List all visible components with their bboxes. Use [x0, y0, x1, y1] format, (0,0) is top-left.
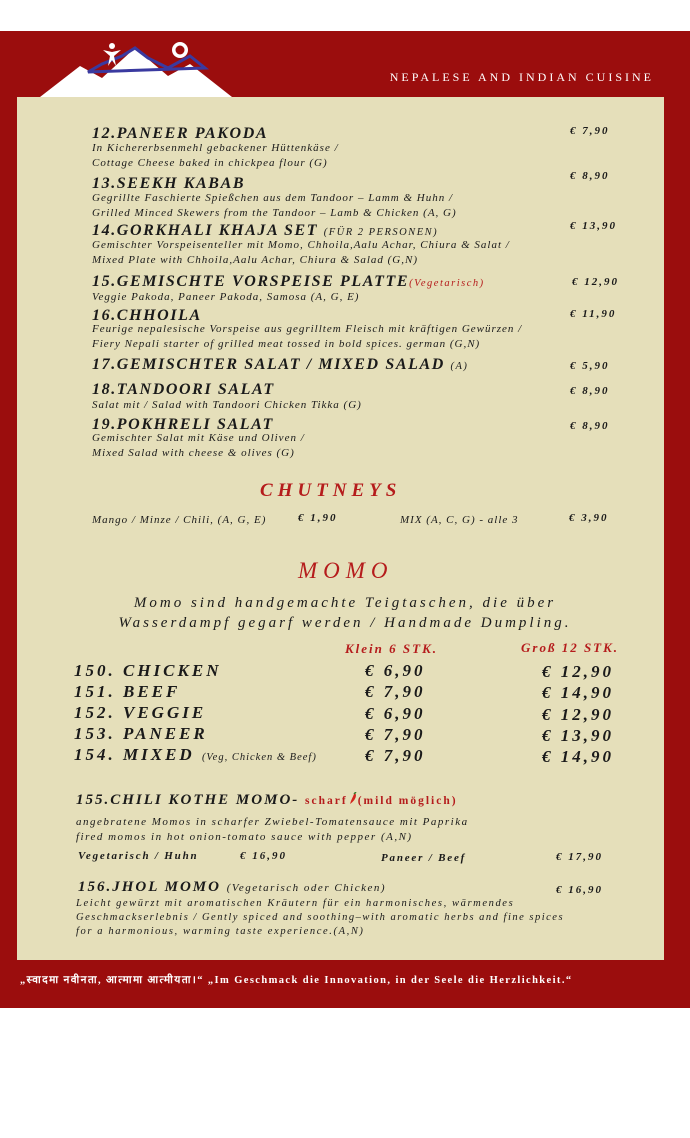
menu-item-price: € 8,90	[570, 385, 610, 397]
momo-price-large: € 13,90	[542, 726, 614, 745]
jhol-momo-description: Leicht gewürzt mit aromatischen Kräutern für ein harmonisches, wärmendes	[76, 898, 515, 909]
menu-item-title: 17.GEMISCHTER SALAT / MIXED SALAD (A)	[92, 356, 469, 373]
jhol-momo-description: Geschmackserlebnis / Gently spiced and soothing–with aromatic herbs and fine spices	[76, 912, 565, 923]
menu-item-price: € 5,90	[570, 360, 610, 372]
menu-item-note: (Vegetarisch)	[409, 278, 485, 289]
menu-item-description: In Kichererbsenmehl gebackener Hüttenkäse /	[92, 142, 339, 154]
menu-item-note: (FÜR 2 PERSONEN)	[323, 227, 439, 238]
menu-item-description: Feurige nepalesische Vorspeise aus gegrilltem Fleisch mit kräftigen Gewürzen /	[92, 323, 523, 335]
menu-item-description: Salat mit / Salad with Tandoori Chicken Tikka (G)	[92, 399, 362, 411]
momo-price-small: € 7,90	[365, 682, 426, 701]
menu-item-title: 14.GORKHALI KHAJA SET (FÜR 2 PERSONEN)	[92, 222, 439, 239]
scharf-label: scharf	[305, 795, 348, 807]
chutneys-heading: CHUTNEYS	[260, 480, 402, 501]
chutney-price: € 3,90	[569, 512, 609, 524]
mild-label: (mild möglich)	[357, 795, 458, 807]
chili-kothe-description: fired momos in hot onion-tomato sauce with pepper (A,N)	[76, 831, 413, 843]
momo-intro: Wasserdampf gegarf werden / Handmade Dumpling.	[118, 615, 572, 631]
momo-intro: Momo sind handgemachte Teigtaschen, die über	[133, 595, 557, 611]
momo-row-note: (Veg, Chicken & Beef)	[201, 752, 317, 763]
menu-item-price: € 8,90	[570, 170, 610, 182]
chili-kothe-price: € 16,90	[240, 850, 287, 862]
momo-row-name: 154. MIXED (Veg, Chicken & Beef)	[74, 745, 317, 764]
chutney-price: € 1,90	[298, 512, 338, 524]
menu-item-title: 12.PANEER PAKODA	[92, 125, 269, 142]
restaurant-tagline: NEPALESE AND INDIAN CUISINE	[389, 70, 654, 84]
momo-row-name: 151. BEEF	[74, 682, 181, 701]
chutney-option: Mango / Minze / Chili, (A, G, E)	[92, 514, 267, 526]
menu-item-description: Mixed Salad with cheese & olives (G)	[92, 447, 295, 459]
menu-item-description: Mixed Plate with Chhoila,Aalu Achar, Chiura & Salad (G,N)	[92, 254, 418, 266]
jhol-momo-title: 156.JHOL MOMO (Vegetarisch oder Chicken)	[78, 879, 387, 895]
menu-item-note: (A)	[450, 361, 469, 372]
menu-item-description: Grilled Minced Skewers from the Tandoor – Lamb & Chicken (A, G)	[92, 207, 457, 219]
menu-item-price: € 12,90	[572, 276, 619, 288]
momo-price-small: € 6,90	[365, 704, 426, 723]
chili-kothe-description: angebratene Momos in scharfer Zwiebel-Tomatensauce mit Paprika	[76, 816, 469, 828]
momo-price-large: € 12,90	[542, 705, 614, 724]
momo-price-small: € 6,90	[365, 661, 426, 680]
chili-kothe-option: Vegetarisch / Huhn	[78, 850, 199, 862]
chili-pepper-icon	[348, 792, 358, 805]
momo-price-small: € 7,90	[365, 746, 426, 765]
menu-item-price: € 13,90	[570, 220, 617, 232]
menu-item-description: Gegrillte Faschierte Spießchen aus dem Tandoor – Lamm & Huhn /	[92, 192, 454, 204]
jhol-momo-price: € 16,90	[556, 884, 603, 896]
menu-item-title: 13.SEEKH KABAB	[92, 175, 246, 192]
column-header-large: Groß 12 STK.	[521, 640, 620, 655]
footer-slogan: „स्वादमा नवीनता, आत्मामा आत्मीयता।“ „Im Geschmack die Innovation, in der Seele die Herzlichkeit.“	[20, 975, 573, 986]
mountain-logo-icon	[40, 36, 270, 100]
chili-kothe-price: € 17,90	[556, 851, 603, 863]
menu-item-description: Fiery Nepali starter of grilled meat tossed in bold spices. german (G,N)	[92, 338, 481, 350]
menu-item-description: Gemischter Salat mit Käse und Oliven /	[92, 432, 305, 444]
column-header-small: Klein 6 STK.	[345, 641, 438, 656]
momo-row-name: 150. CHICKEN	[74, 661, 222, 680]
menu-item-title: 19.POKHRELI SALAT	[92, 416, 274, 433]
jhol-momo-note: (Vegetarisch oder Chicken)	[226, 882, 387, 894]
momo-price-small: € 7,90	[365, 725, 426, 744]
menu-item-title: 16.CHHOILA	[92, 307, 202, 324]
menu-item-price: € 7,90	[570, 125, 610, 137]
menu-item-price: € 8,90	[570, 420, 610, 432]
momo-price-large: € 14,90	[542, 747, 614, 766]
jhol-momo-description: for a harmonious, warming taste experience.(A,N)	[76, 926, 365, 937]
menu-item-price: € 11,90	[570, 308, 617, 320]
chili-kothe-option: Paneer / Beef	[381, 852, 467, 864]
momo-heading: MOMO	[298, 558, 394, 583]
menu-item-title: 18.TANDOORI SALAT	[92, 381, 275, 398]
momo-price-large: € 14,90	[542, 683, 614, 702]
menu-item-description: Gemischter Vorspeisenteller mit Momo, Chhoila,Aalu Achar, Chiura & Salat /	[92, 239, 510, 251]
menu-item-title: 15.GEMISCHTE VORSPEISE PLATTE(Vegetarisch)	[92, 273, 485, 290]
momo-row-name: 153. PANEER	[74, 724, 208, 743]
chili-kothe-title: 155.CHILI KOTHE MOMO- scharf (mild möglich)	[76, 792, 458, 808]
momo-price-large: € 12,90	[542, 662, 614, 681]
chutney-option: MIX (A, C, G) - alle 3	[400, 514, 519, 526]
menu-item-description: Veggie Pakoda, Paneer Pakoda, Samosa (A, G, E)	[92, 291, 360, 303]
menu-item-description: Cottage Cheese baked in chickpea flour (G)	[92, 157, 328, 169]
momo-row-name: 152. VEGGIE	[74, 703, 207, 722]
